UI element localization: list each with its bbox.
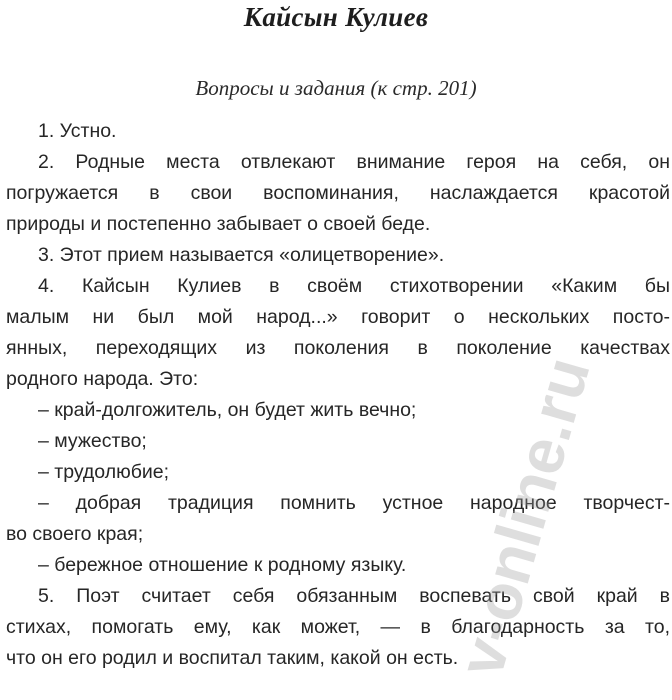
watermark-text: v-online.ru — [444, 349, 604, 684]
text-line: во своего края; — [6, 523, 144, 545]
section-subtitle: Вопросы и задания (к стр. 201) — [195, 76, 477, 100]
text-line: погружается в свои воспоминания, наслаждается красотой — [6, 182, 670, 204]
text-line: янных, переходящих из поколения в поколение качествах — [6, 337, 670, 359]
list-item: – трудолюбие; — [38, 461, 170, 483]
list-item: – мужество; — [38, 430, 147, 452]
text-line: 5. Поэт считает себя обязанным воспевать свой край в — [38, 585, 670, 607]
text-line: 4. Кайсын Кулиев в своём стихотворении «Каким бы — [38, 275, 670, 297]
text-line: малым ни был мой народ...» говорит о нескольких посто- — [6, 306, 670, 328]
text-line: родного народа. Это: — [6, 368, 199, 390]
list-item: – бережное отношение к родному языку. — [38, 554, 407, 576]
text-line: 1. Устно. — [38, 120, 117, 142]
list-item: – край-долгожитель, он будет жить вечно; — [38, 399, 417, 421]
answer-text — [6, 116, 670, 674]
text-line: что он его родил и воспитал таким, какой он есть. — [6, 647, 459, 669]
text-line: природы и постепенно забывает о своей беде. — [6, 213, 431, 235]
page-title: Кайсын Кулиев — [243, 2, 429, 32]
text-line: 3. Этот прием называется «олицетворение». — [38, 244, 445, 266]
text-line: стихах, помогать ему, как может, — в благодарность за то, — [6, 616, 670, 638]
text-line: 2. Родные места отвлекают внимание героя на себя, он — [38, 151, 670, 173]
list-item: – добрая традиция помнить устное народное творчест- — [38, 492, 670, 514]
